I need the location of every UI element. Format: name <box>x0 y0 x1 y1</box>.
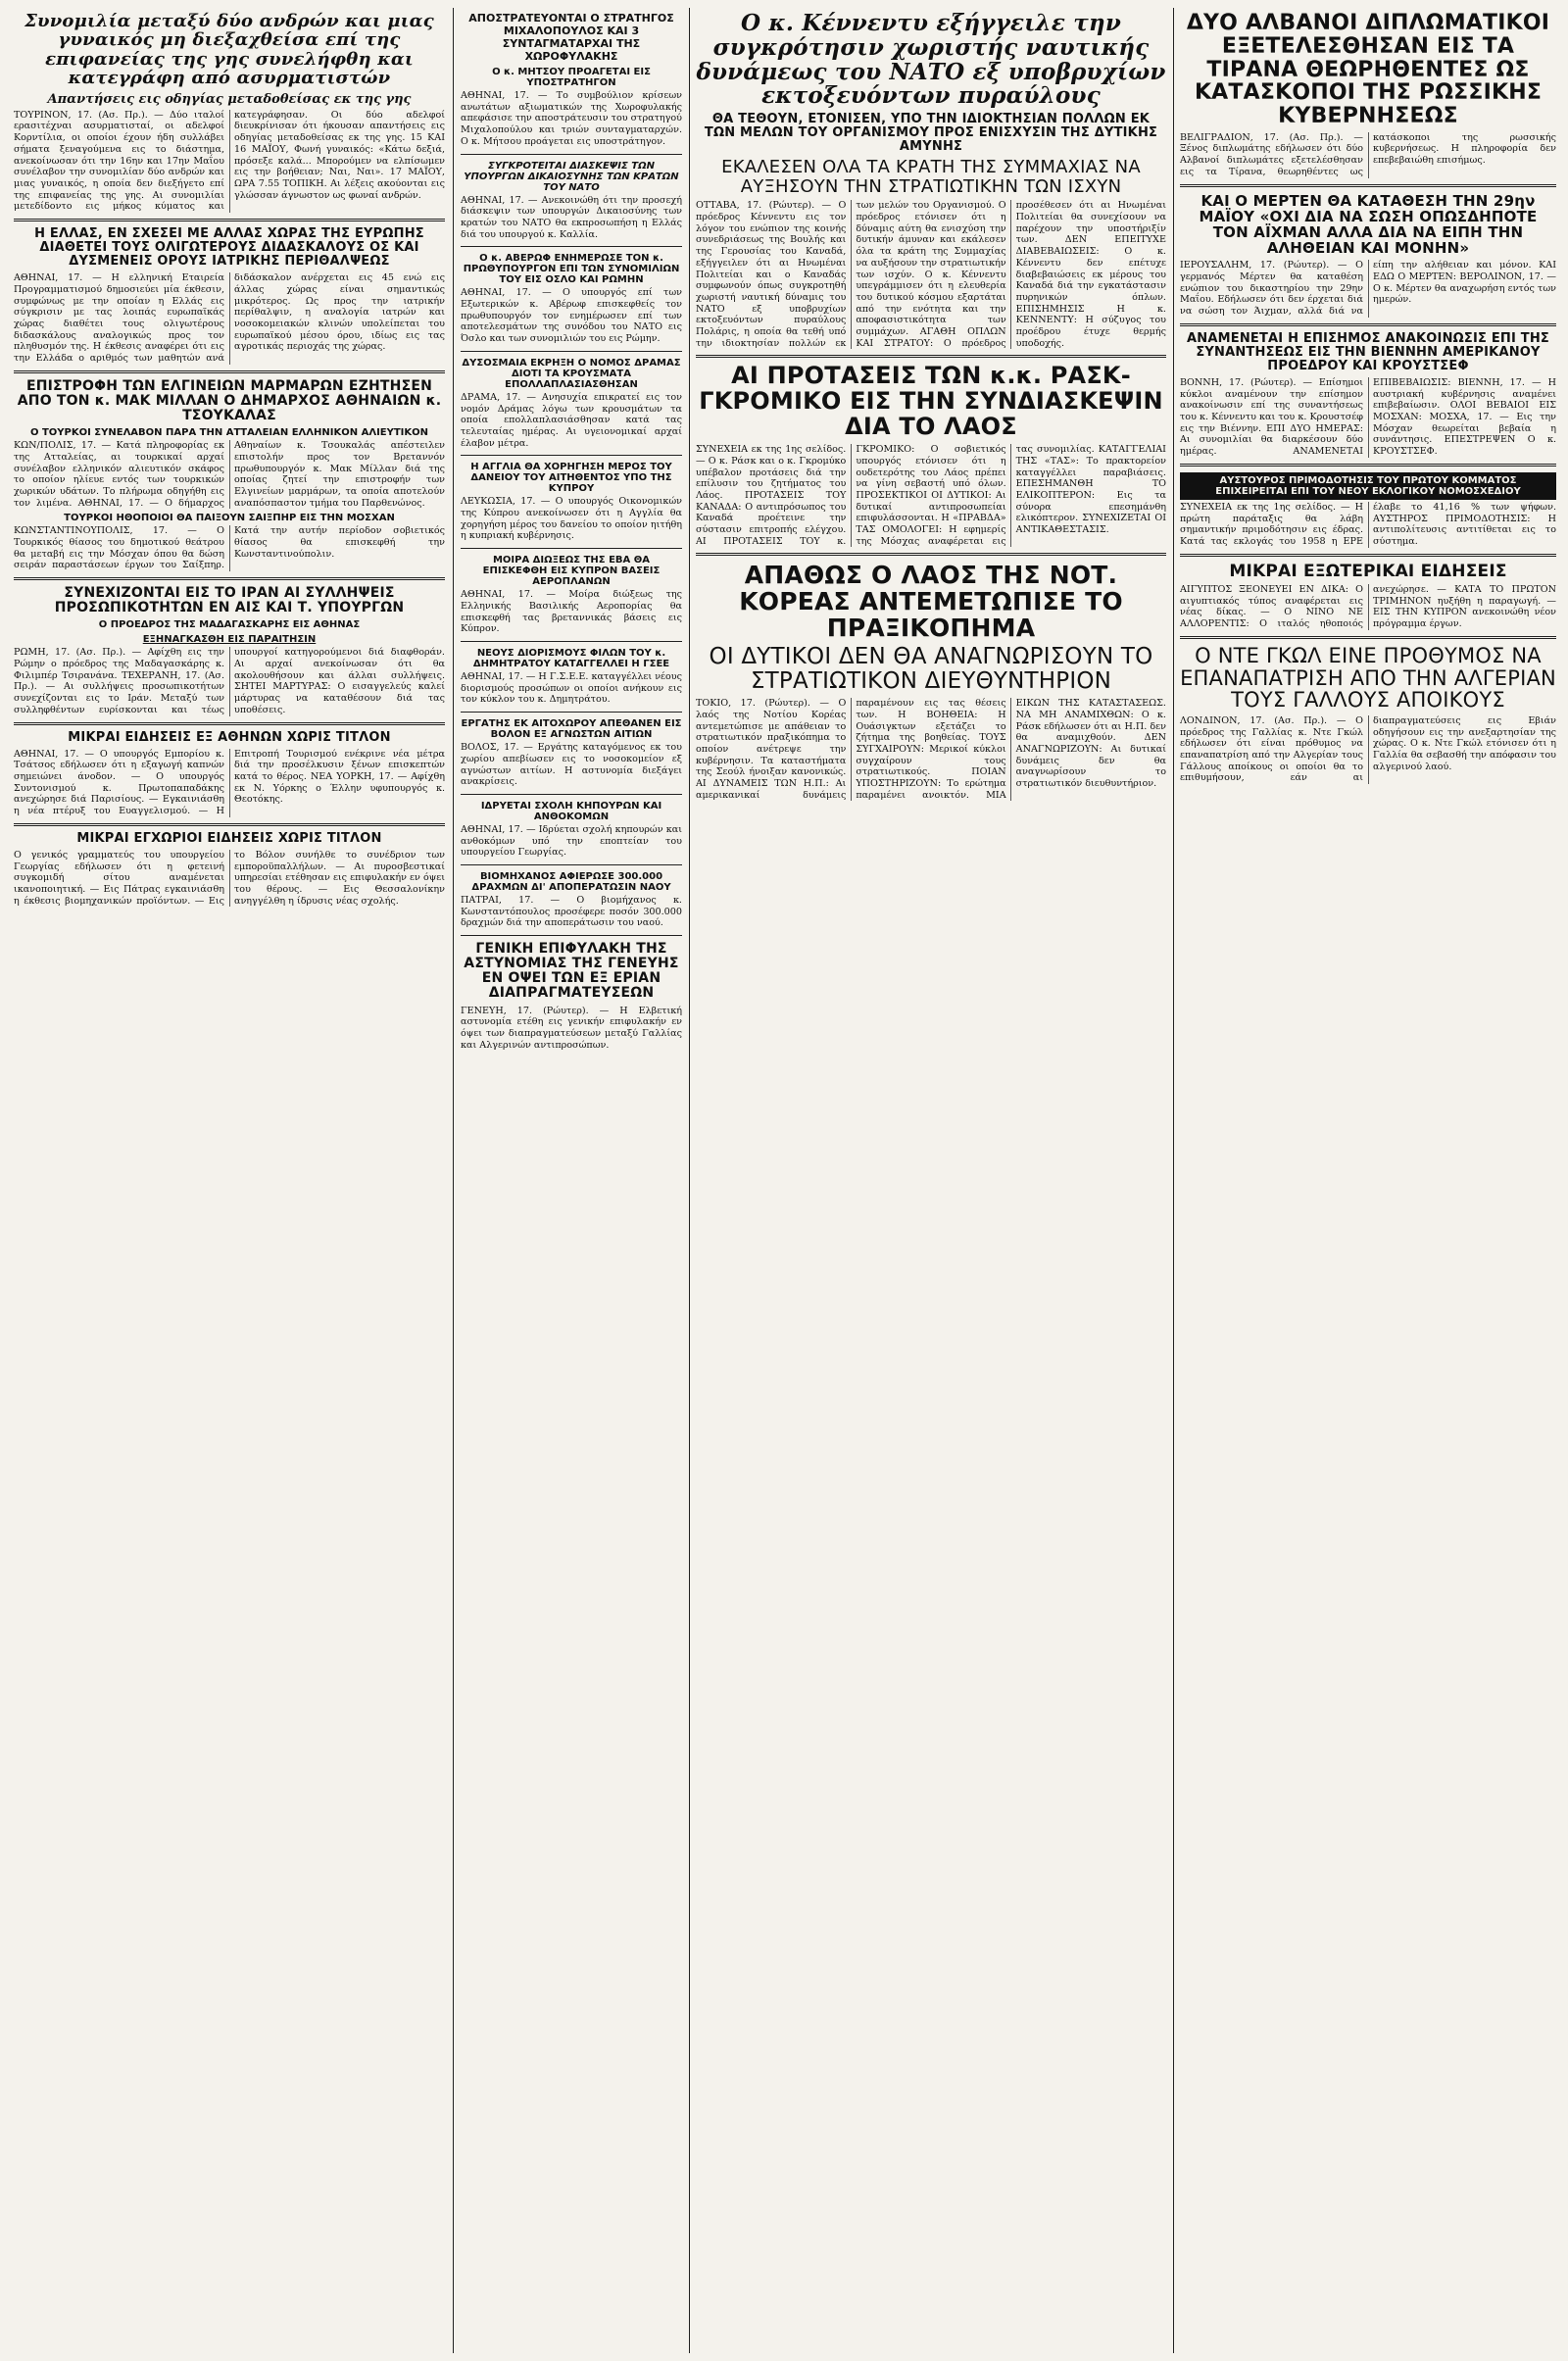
column-center <box>696 8 1166 805</box>
article-geneva-police: ΓΕΝΕΥΗ, 17. (Ρώυτερ). — Η Ελβετική αστυνομία ετέθη εις γενικήν επιφυλακήν εν όψει των διαπραγματεύσεων μεταξύ Γαλλίας και Αλγερινών αντιπροσώπων. <box>461 1005 682 1051</box>
article-domestic-briefs: Ο γενικός γραμματεύς του υπουργείου Γεωργίας εδήλωσεν ότι η φετεινή συγκομιδή σίτου αναμένεται ικανοποιητική. — Εις Πάτρας εγκαινιάσθη η έκθεσις βιομηχανικών προϊόντων. — Εις το Βόλον συνήλθε το συνέδριον των εμποροϋπαλλήλων. — Αι πυροσβεστικαί υπηρεσίαι ετέθησαν εις επιφυλακήν εν όψει του θέρους. — Εις Θεσσαλονίκην ανηγγέλθη η ίδρυσις νέας σχολής. <box>14 849 445 907</box>
subhead-korea-recognition: ΟΙ ΔΥΤΙΚΟΙ ΔΕΝ ΘΑ ΑΝΑΓΝΩΡΙΣΟΥΝ ΤΟ ΣΤΡΑΤΙΩΤΙΚΟΝ ΔΙΕΥΘΥΝΤΗΡΙΟΝ <box>709 644 1153 695</box>
headline-vienna-summit: ΑΝΑΜΕΝΕΤΑΙ Η ΕΠΙΣΗΜΟΣ ΑΝΑΚΟΙΝΩΣΙΣ ΕΠΙ ΤΗΣ ΣΥΝΑΝΤΗΣΕΩΣ ΕΙΣ ΤΗΝ ΒΙΕΝΝΗΝ ΑΜΕΡΙΚΑΝΟΥ ΠΡΟΕΔΡΟΥ ΚΑΙ ΚΡΟΥΣΤΣΕΦ <box>1187 330 1549 373</box>
article-vienna-summit: ΒΟΝΝΗ, 17. (Ρώυτερ). — Επίσημοι κύκλοι αναμένουν την επίσημον ανακοίνωσιν επί της συναντήσεως του κ. Κέννεντυ και του κ. Κρουστσέφ εις την Βιέννην. ΕΠΙ ΔΥΟ ΗΜΕΡΑΣ: Αι συνομιλίαι θα διαρκέσουν δύο ημέρας. ΑΝΑΜΕΝΕΤΑΙ ΕΠΙΒΕΒΑΙΩΣΙΣ: ΒΙΕΝΝΗ, 17. — Η αυστριακή κυβέρνησις αναμένει επιβεβαίωσιν. ΟΛΟΙ ΒΕΒΑΙΟΙ ΕΙΣ ΜΟΣΧΑΝ: ΜΟΣΧΑ, 17. — Εις την Μόσχαν θεωρείται βεβαία η συνάντησις. ΕΠΕΣΤΡΕΨΕΝ Ο κ. ΚΡΟΥΣΤΣΕΦ. <box>1180 376 1556 458</box>
headline-donation: ΒΙΟΜΗΧΑΝΟΣ ΑΦΙΕΡΩΣΕ 300.000 ΔΡΑΧΜΩΝ ΔΙ' ΑΠΟΠΕΡΑΤΩΣΙΝ ΝΑΟΥ <box>471 871 671 894</box>
column-rule <box>453 8 454 2353</box>
divider <box>461 154 682 155</box>
section-divider <box>14 722 445 725</box>
section-divider <box>696 553 1166 556</box>
headline-nato-justice: ΣΥΓΚΡΟΤΕΙΤΑΙ ΔΙΑΣΚΕΨΙΣ ΤΩΝ ΥΠΟΥΡΓΩΝ ΔΙΚΑΙΟΣΥΝΗΣ ΤΩΝ ΚΡΑΤΩΝ ΤΟΥ ΝΑΤΟ <box>464 160 679 193</box>
column-rule <box>689 8 690 2353</box>
headline-garden-school: ΙΔΡΥΕΤΑΙ ΣΧΟΛΗ ΚΗΠΟΥΡΩΝ ΚΑΙ ΑΝΘΟΚΟΜΩΝ <box>480 800 662 822</box>
article-nato-justice: ΑΘΗΝΑΙ, 17. — Ανεκοινώθη ότι την προσεχή διάσκεψιν των υπουργών Δικαιοσύνης των κρατών του ΝΑΤΟ θα εκπροσωπήση η Ελλάς διά του υπουργού κ. Καλλία. <box>461 194 682 240</box>
divider <box>461 548 682 549</box>
headline-domestic-briefs: ΜΙΚΡΑΙ ΕΓΧΩΡΙΟΙ ΕΙΔΗΣΕΙΣ ΧΩΡΙΣ ΤΙΤΛΟΝ <box>76 830 382 846</box>
headline-elgin-marbles: ΕΠΙΣΤΡΟΦΗ ΤΩΝ ΕΛΓΙΝΕΙΩΝ ΜΑΡΜΑΡΩΝ ΕΖΗΤΗΣΕΝ ΑΠΟ ΤΟΝ κ. ΜΑΚ ΜΙΛΛΑΝ Ο ΔΗΜΑΡΧΟΣ ΑΘΗΝΑΙΩΝ κ. ΤΣΟΥΚΑΛΑΣ <box>17 377 442 424</box>
headline-foreign-briefs: ΜΙΚΡΑΙ ΕΞΩΤΕΡΙΚΑΙ ΕΙΔΗΣΕΙΣ <box>1229 561 1507 581</box>
article-worker-death: ΒΟΛΟΣ, 17. — Εργάτης καταγόμενος εκ του χωρίου απεβίωσεν εις το νοσοκομείον εξ αγνώστων αιτίων. Η αστυνομία διεξάγει ανακρίσεις. <box>461 742 682 788</box>
section-divider <box>696 355 1166 358</box>
column-rule <box>1173 8 1174 2353</box>
article-elgin-marbles: ΚΩΝ/ΠΟΛΙΣ, 17. — Κατά πληροφορίας εκ της Ατταλείας, αι τουρκικαί αρχαί συνέλαβον ελληνικόν αλιευτικόν σκάφος το οποίον ηλίευε εντός των τουρκικών χωρικών υδάτων. Το πλήρωμα οδηγήθη εις τον λιμένα. ΑΘΗΝΑΙ, 17. — Ο δήμαρχος Αθηναίων κ. Τσουκαλάς απέστειλεν επιστολήν προς τον Βρεταννόν πρωθυπουργόν κ. Μακ Μίλλαν διά της οποίας ζητεί την επιστροφήν των Ελγινείων μαρμάρων, τα οποία αποτελούν αναπόσπαστον τμήμα του Παρθενώνος. <box>14 440 445 509</box>
section-divider <box>1180 464 1556 467</box>
headline-electoral-bill: ΑΥΣΤΟΥΡΟΣ ΠΡΙΜΟΔΟΤΗΣΙΣ ΤΟΥ ΠΡΩΤΟΥ ΚΟΜΜΑΤΟΣ ΕΠΙΧΕΙΡΕΙΤΑΙ ΕΠΙ ΤΟΥ ΝΕΟΥ ΕΚΛΟΓΙΚΟΥ ΝΟΜΟΣΧΕΔΙΟΥ <box>1180 472 1556 500</box>
subhead-kennedy-ownership: ΘΑ ΤΕΘΟΥΝ, ΕΤΟΝΙΣΕΝ, ΥΠΟ ΤΗΝ ΙΔΙΟΚΤΗΣΙΑΝ ΠΟΛΛΩΝ ΕΚ ΤΩΝ ΜΕΛΩΝ ΤΟΥ ΟΡΓΑΝΙΣΜΟΥ ΠΡΟΣ ΕΝΙΣΧΥΣΙΝ ΤΗΣ ΔΥΤΙΚΗΣ ΑΜΥΝΗΣ <box>704 112 1158 155</box>
article-electoral-bill: ΣΥΝΕΧΕΙΑ εκ της 1ης σελίδος. — Η πρώτη παράταξις θα λάβη σημαντικήν πριμοδότησιν εις έδρας. Κατά τας εκλογάς του 1958 η ΕΡΕ έλαβε το 41,16 % των ψήφων. ΑΥΣΤΗΡΟΣ ΠΡΙΜΟΔΟΤΗΣΙΣ: Η αντιπολίτευσις αντιτίθεται εις το σύστημα. <box>1180 501 1556 547</box>
article-rusk-gromyko: ΣΥΝΕΧΕΙΑ εκ της 1ης σελίδος. — Ο κ. Ράσκ και ο κ. Γκρομύκο υπέβαλον προτάσεις διά την επίλυσιν του ζητήματος του Λάος. ΠΡΟΤΑΣΕΙΣ ΤΟΥ ΚΑΝΑΔΑ: Ο αντιπρόσωπος του Καναδά προέτεινε την σύστασιν επιτροπής ελέγχου. ΑΙ ΠΡΟΤΑΣΕΙΣ ΤΟΥ κ. ΓΚΡΟΜΙΚΟ: Ο σοβιετικός υπουργός ετόνισεν ότι η ουδετερότης του Λάος πρέπει να γίνη σεβαστή υπό όλων. ΠΡΟΣΕΚΤΙΚΟΙ ΟΙ ΔΥΤΙΚΟΙ: Αι δυτικαί αντιπροσωπείαι επιφυλάσσονται. Η «ΠΡΑΒΔΑ» ΤΑΣ ΟΜΟΛΟΓΕΙ: Η εφημερίς της Μόσχας αναφέρεται εις τας συνομιλίας. ΚΑΤΑΓΓΕΛΙΑΙ ΤΗΣ «ΤΑΣ»: Το πρακτορείον καταγγέλλει παραβιάσεις. ΕΠΕΣΗΜΑΝΘΗ ΤΟ ΕΛΙΚΟΠΤΕΡΟΝ: Εις τα σύνορα επεσημάνθη ελικόπτερον. ΣΥΝΕΧΙΖΕΤΑΙ ΟΙ ΑΝΤΙΚΑΘΕΣΤΑΣΙΣ. <box>696 444 1166 547</box>
headline-albanian-diplomats: ΔΥΟ ΑΛΒΑΝΟΙ ΔΙΠΛΩΜΑΤΙΚΟΙ ΕΞΕΤΕΛΕΣΘΗΣΑΝ ΕΙΣ ΤΑ ΤΙΡΑΝΑ ΘΕΩΡΗΘΕΝΤΕΣ ΩΣ ΚΑΤΑΣΚΟΠΟΙ ΤΗΣ ΡΩΣΣΙΚΗΣ ΚΥΒΕΡΝΗΣΕΩΣ <box>1186 11 1550 128</box>
divider <box>461 455 682 456</box>
article-kennedy-nato: ΟΤΤΑΒΑ, 17. (Ρώυτερ). — Ο πρόεδρος Κέννεντυ εις τον λόγον του ενώπιον της κοινής συνεδριάσεως της Βουλής και της Γερουσίας του Καναδά, εξήγγειλεν ότι αι Ηνωμέναι Πολιτείαι και ο Καναδάς συμφωνούν όπως συγκροτηθή χωριστή ναυτική δύναμις του ΝΑΤΟ εξ υποβρυχίων εκτοξευόντων πυραύλους Πολάρις, η οποία θα τεθή υπό την ιδιοκτησίαν πολλών εκ των μελών του Οργανισμού. Ο πρόεδρος ετόνισεν ότι η δύναμις αύτη θα ενισχύση την δυτικήν άμυναν και εκάλεσεν όλα τα κράτη της Συμμαχίας να αυξήσουν την στρατιωτικήν των ισχύν. Ο κ. Κέννεντυ υπεγράμμισεν ότι η ελευθερία του δυτικού κόσμου εξαρτάται από την ενότητα και την αποφασιστικότητα των συμμάχων. ΑΓΑΘΗ ΟΠΛΩΝ ΚΑΙ ΣΤΡΑΤΟΥ: Ο πρόεδρος προσέθεσεν ότι αι Ηνωμέναι Πολιτείαι θα συνεχίσουν να παρέχουν την υποστήριξίν των. ΔΕΝ ΕΠΕΙΤΥΧΕ ΔΙΑΒΕΒΑΙΩΣΕΙΣ: Ο κ. Κέννεντυ δεν επέτυχε διαβεβαιώσεις εκ μέρους του Καναδά διά την εγκατάστασιν πυρηνικών όπλων. ΕΠΙΣΗΜΗΣΙΣ Η κ. ΚΕΝΝΕΝΤΥ: Η σύζυγος του προέδρου έτυχε θερμής υποδοχής. <box>696 200 1166 349</box>
article-foreign-briefs: ΑΙΓΥΠΤΟΣ ΞΕΟΝΕΥΕΙ ΕΝ ΔΙΚΑ: Ο αιγυπτιακός τύπος αναφέρεται εις νέας δίκας. — Ο ΝΙΝΟ ΝΕ ΑΛΛΟΡΕΝΤΙΣ: Ο ιταλός ηθοποιός ανεχώρησε. — ΚΑΤΑ ΤΟ ΠΡΩΤΟΝ ΤΡΙΜΗΝΟΝ ηυξήθη η παραγωγή. — ΕΙΣ ΤΗΝ ΚΥΠΡΟΝ ανεκοινώθη νέον πρόγραμμα έργων. <box>1180 584 1556 630</box>
divider <box>461 641 682 642</box>
headline-iran-arrests: ΣΥΝΕΧΙΖΟΝΤΑΙ ΕΙΣ ΤΟ ΙΡΑΝ ΑΙ ΣΥΛΛΗΨΕΙΣ ΠΡΟΣΩΠΙΚΟΤΗΤΩΝ ΕΝ ΑΙΣ ΚΑΙ Τ. ΥΠΟΥΡΓΩΝ <box>54 585 405 616</box>
article-garden-school: ΑΘΗΝΑΙ, 17. — Ιδρύεται σχολή κηπουρών και ανθοκόμων υπό την εποπτείαν του υπουργείου Γεωργίας. <box>461 823 682 859</box>
article-turkish-actors: ΚΩΝΣΤΑΝΤΙΝΟΥΠΟΛΙΣ, 17. — Ο Τουρκικός θίασος του δημοτικού θεάτρου θα μεταβή εις την Μόσχαν όπου θα δώση σειράν παραστάσεων έργων του Σαίξπηρ. Κατά την αυτήν περίοδον σοβιετικός θίασος θα επισκεφθή την Κωνσταντινούπολιν. <box>14 525 445 571</box>
section-divider <box>1180 184 1556 187</box>
article-cyprus-loan: ΛΕΥΚΩΣΙΑ, 17. — Ο υπουργός Οικονομικών της Κύπρου ανεκοίνωσεν ότι η Αγγλία θα χορηγήση μέρος του δανείου το οποίον ηιτήθη η κυπριακή κυβέρνησις. <box>461 496 682 542</box>
section-divider <box>14 577 445 580</box>
article-athens-briefs: ΑΘΗΝΑΙ, 17. — Ο υπουργός Εμπορίου κ. Τσάτσος εδήλωσεν ότι η εξαγωγή καπνών σημειώνει άνοδον. — Ο υπουργός Συντονισμού κ. Πρωτοπαπαδάκης ανεχώρησε διά Παρισίους. — Εγκαινιάσθη η νέα πτέρυξ του Ευαγγελισμού. — Η Επιτροπή Τουρισμού ενέκρινε νέα μέτρα διά την προσέλκυσιν ξένων επισκεπτών κατά το θέρος. ΝΕΑ ΥΟΡΚΗ, 17. — Αφίχθη εκ Ν. Υόρκης ο Έλλην υφυπουργός κ. Θεοτόκης. <box>14 748 445 817</box>
headline-worker-death: ΕΡΓΑΤΗΣ ΕΚ ΑΙΤΟΧΩΡΟΥ ΑΠΕΘΑΝΕΝ ΕΙΣ ΒΟΛΟΝ ΕΞ ΑΓΝΩΣΤΩΝ ΑΙΤΙΩΝ <box>461 718 682 741</box>
headline-athens-briefs: ΜΙΚΡΑΙ ΕΙΔΗΣΕΙΣ ΕΞ ΑΘΗΝΩΝ ΧΩΡΙΣ ΤΙΤΛΟΝ <box>68 729 391 745</box>
divider <box>461 794 682 795</box>
headline-geneva-police: ΓΕΝΙΚΗ ΕΠΙΦΥΛΑΚΗ ΤΗΣ ΑΣΤΥΝΟΜΙΑΣ ΤΗΣ ΓΕΝΕΥΗΣ ΕΝ ΟΨΕΙ ΤΩΝ ΕΞ ΕΡΙΑΝ ΔΙΑΠΡΑΓΜΑΤΕΥΣΕΩΝ <box>464 941 679 1002</box>
subhead-turkish-actors: ΤΟΥΡΚΟΙ ΗΘΟΠΟΙΟΙ ΘΑ ΠΑΙΞΟΥΝ ΣΑΙΞΠΗΡ ΕΙΣ ΤΗΝ ΜΟΣΧΑΝ <box>64 513 395 524</box>
section-divider <box>14 370 445 373</box>
article-averof: ΑΘΗΝΑΙ, 17. — Ο υπουργός επί των Εξωτερικών κ. Αβέρωφ επισκεφθείς τον πρωθυπουργόν τον ενημέρωσεν επί των αποτελεσμάτων της συνόδου του ΝΑΤΟ εις Όσλο και των συνομιλιών του εις Ρώμην. <box>461 287 682 345</box>
headline-greece-teachers: Η ΕΛΛΑΣ, ΕΝ ΣΧΕΣΕΙ ΜΕ ΑΛΛΑΣ ΧΩΡΑΣ ΤΗΣ ΕΥΡΩΠΗΣ ΔΙΑΘΕΤΕΙ ΤΟΥΣ ΟΛΙΓΩΤΕΡΟΥΣ ΔΙΔΑΣΚΑΛΟΥΣ ΟΣ ΚΑΙ ΔΥΣΜΕΝΕΙΣ ΟΡΟΥΣ ΙΑΤΡΙΚΗΣ ΠΕΡΙΘΑΛΨΕΩΣ <box>34 226 424 270</box>
headline-korea-coup: ΑΠΑΘΩΣ Ο ΛΑΟΣ ΤΗΣ ΝΟΤ. ΚΟΡΕΑΣ ΑΝΤΕΜΕΤΩΠΙΣΕ ΤΟ ΠΡΑΞΙΚΟΠΗΜΑ <box>739 561 1123 643</box>
subhead-turkish-fishing: Ο ΤΟΥΡΚΟΙ ΣΥΝΕΛΑΒΟΝ ΠΑΡΑ ΤΗΝ ΑΤΤΑΛΕΙΑΝ ΕΛΛΗΝΙΚΟΝ ΑΛΙΕΥΤΙΚΟΝ <box>29 427 429 439</box>
section-divider <box>1180 554 1556 557</box>
divider <box>461 712 682 713</box>
section-divider <box>1180 636 1556 639</box>
subhead-resignation: ΕΞΗΝΑΓΚΑΣΘΗ ΕΙΣ ΠΑΡΑΙΤΗΣΙΝ <box>142 634 317 646</box>
article-iran-arrests: ΡΩΜΗ, 17. (Ασ. Πρ.). — Αφίχθη εις την Ρώμην ο πρόεδρος της Μαδαγασκάρης κ. Φιλιμπέρ Τσιρανάνα. ΤΕΧΕΡΑΝΗ, 17. (Ασ. Πρ.). — Αι συλλήψεις προσωπικοτήτων συνεχίζονται εις το Ιράν. Μεταξύ των συλληφθέντων ευρίσκονται και τέως υπουργοί κατηγορούμενοι διά διαφθοράν. Αι αρχαί ανεκοίνωσαν ότι θα ακολουθήσουν και άλλαι συλλήψεις. ΣΗΤΕΙ ΜΑΡΤΥΡΑΣ: Ο εισαγγελεύς καλεί μάρτυρας να καταθέσουν διά τας υποθέσεις. <box>14 647 445 715</box>
subhead-mitsou: Ο κ. ΜΗΤΣΟΥ ΠΡΟΑΓΕΤΑΙ ΕΙΣ ΥΠΟΣΤΡΑΤΗΓΟΝ <box>492 67 651 88</box>
headline-de-gaulle: Ο ΝΤΕ ΓΚΩΛ ΕΙΝΕ ΠΡΟΘΥΜΟΣ ΝΑ ΕΠΑΝΑΠΑΤΡΙΣΗ ΑΠΟ ΤΗΝ ΑΛΓΕΡΙΑΝ ΤΟΥΣ ΓΑΛΛΟΥΣ ΑΠΟΙΚΟΥΣ <box>1180 643 1556 713</box>
column-left <box>14 8 445 910</box>
article-air-force: ΑΘΗΝΑΙ, 17. — Μοίρα διώξεως της Ελληνικής Βασιλικής Αεροπορίας θα επισκεφθή τας βρεταννικάς βάσεις εις Κύπρον. <box>461 589 682 635</box>
headline-gsee: ΝΕΟΥΣ ΔΙΟΡΙΣΜΟΥΣ ΦΙΛΩΝ ΤΟΥ κ. ΔΗΜΗΤΡΑΤΟΥ ΚΑΤΑΓΓΕΛΛΕΙ Η ΓΣΕΕ <box>472 647 670 669</box>
subhead-radio-conversation: Απαντήσεις εις οδηγίας μεταδοθείσας εκ της γης <box>47 91 412 107</box>
article-albanian-diplomats: ΒΕΛΙΓΡΑΔΙΟΝ, 17. (Ασ. Πρ.). — Ξένος διπλωμάτης εδήλωσεν ότι δύο Αλβανοί διπλωμάτες εξετελέσθησαν εις τα Τίρανα, θεωρηθέντες ως κατάσκοποι της ρωσσικής κυβερνήσεως. Η πληροφορία δεν επεβεβαιώθη επισήμως. <box>1180 131 1556 177</box>
headline-merten: ΚΑΙ Ο ΜΕΡΤΕΝ ΘΑ ΚΑΤΑΘΕΣΗ ΤΗΝ 29ην ΜΑΪΟΥ «ΟΧΙ ΔΙΑ ΝΑ ΣΩΣΗ ΟΠΩΣΔΗΠΟΤΕ ΤΟΝ ΑΪΧΜΑΝ ΑΛΛΑ ΔΙΑ ΝΑ ΕΙΠΗ ΤΗΝ ΑΛΗΘΕΙΑΝ ΚΑΙ ΜΟΝΗΝ» <box>1199 191 1538 258</box>
section-divider <box>1180 323 1556 326</box>
article-donation: ΠΑΤΡΑΙ, 17. — Ο βιομήχανος κ. Κωνσταντόπουλος προσέφερε ποσόν 300.000 δραχμών διά την αποπεράτωσιν του ναού. <box>461 895 682 929</box>
headline-radio-conversation: Συνομιλία μεταξύ δύο ανδρών και μιας γυναικός μη διεξαχθείσα επί της επιφανείας της γης συνελήφθη και κατεγράφη από ασυρματιστών <box>24 11 434 89</box>
headline-kennedy-nato: Ο κ. Κέννεντυ εξήγγειλε την συγκρότησιν χωριστής ναυτικής δυνάμεως του ΝΑΤΟ εξ υποβρυχίων εκτοξευόντων πυραύλους <box>696 10 1166 110</box>
section-divider <box>14 219 445 221</box>
headline-rusk-gromyko: ΑΙ ΠΡΟΤΑΣΕΙΣ ΤΩΝ κ.κ. ΡΑΣΚ-ΓΚΡΟΜΙΚΟ ΕΙΣ ΤΗΝ ΣΥΝΔΙΑΣΚΕΨΙΝ ΔΙΑ ΤΟ ΛΑΟΣ <box>699 362 1163 441</box>
subhead-kennedy-allies: ΕΚΑΛΕΣΕΝ ΟΛΑ ΤΑ ΚΡΑΤΗ ΤΗΣ ΣΥΜΜΑΧΙΑΣ ΝΑ ΑΥΞΗΣΟΥΝ ΤΗΝ ΣΤΡΑΤΙΩΤΙΚΗΝ ΤΩΝ ΙΣΧΥΝ <box>721 157 1141 197</box>
article-greece-teachers: ΑΘΗΝΑΙ, 17. — Η ελληνική Εταιρεία Προγραμματισμού δημοσιεύει μία έκθεσιν, συμφώνως με την οποίαν η Ελλάς εις σύγκρισιν με τας λοιπάς ευρωπαϊκάς χώρας διαθέτει τους ολιγωτέρους διδασκάλους αναλογικώς προς τον πληθυσμόν της. Η έκθεσις αναφέρει ότι εις την Ελλάδα ο αριθμός των μαθητών ανά διδάσκαλον ανέρχεται εις 45 ενώ εις άλλας χώρας είναι σημαντικώς μικρότερος. Ως προς την ιατρικήν περίθαλψιν, η αναλογία ιατρών και νοσοκομειακών κλινών υπολείπεται του ευρωπαϊκού μέσου όρου, ιδίως εις τας αγροτικάς περιοχάς της χώρας. <box>14 272 445 365</box>
article-de-gaulle: ΛΟΝΔΙΝΟΝ, 17. (Ασ. Πρ.). — Ο πρόεδρος της Γαλλίας κ. Ντε Γκώλ εδήλωσεν ότι είναι πρόθυμος να επαναπατρίση από την Αλγερίαν τους Γάλλους αποίκους οι οποίοι θα το επιθυμήσουν, εάν αι διαπραγματεύσεις εις Εβιάν οδηγήσουν εις την ανεξαρτησίαν της χώρας. Ο κ. Ντε Γκώλ ετόνισεν ότι η Γαλλία θα σεβασθή την απόφασιν του αλγερινού λαού. <box>1180 714 1556 784</box>
divider <box>461 246 682 247</box>
article-korea-coup: ΤΟΚΙΟ, 17. (Ρώυτερ). — Ο λαός της Νοτίου Κορέας αντεμετώπισε με απάθειαν το στρατιωτικόν πραξικόπημα το οποίον ανέτρεψε την κυβέρνησιν. Τα καταστήματα της Σεούλ ήνοιξαν κανονικώς. ΑΙ ΔΥΝΑΜΕΙΣ ΤΩΝ Η.Π.: Αι αμερικανικαί δυνάμεις παραμένουν εις τας θέσεις των. Η ΒΟΗΘΕΙΑ: Η Ουάσιγκτων εξετάζει το ζήτημα της βοηθείας. ΤΟΥΣ ΣΥΓΧΑΙΡΟΥΝ: Μερικοί κύκλοι συγχαίρουν τους στρατιωτικούς. ΠΟΙΑΝ ΥΠΟΣΤΗΡΙΖΟΥΝ: Το ερώτημα παραμένει ανοικτόν. ΜΙΑ ΕΙΚΩΝ ΤΗΣ ΚΑΤΑΣΤΑΣΕΩΣ. ΝΑ ΜΗ ΑΝΑΜΙΧΘΩΝ: Ο κ. Ράσκ εδήλωσεν ότι αι Η.Π. δεν θα αναμιχθούν. ΔΕΝ ΑΝΑΓΝΩΡΙΖΟΥΝ: Αι δυτικαί δυνάμεις δεν θα αναγνωρίσουν το στρατιωτικόν διευθυντήριον. <box>696 698 1166 801</box>
headline-drama: ΔΥΣΟΣΜΑΙΑ ΕΚΡΗΞΗ Ο ΝΟΜΟΣ ΔΡΑΜΑΣ ΔΙΟΤΙ ΤΑ ΚΡΟΥΣΜΑΤΑ ΕΠΟΛΛΑΠΛΑΣΙΑΣΘΗΣΑΝ <box>462 357 681 390</box>
divider <box>461 351 682 352</box>
article-drama: ΔΡΑΜΑ, 17. — Ανησυχία επικρατεί εις τον νομόν Δράμας λόγω των κρουσμάτων τα οποία επολλαπλασιάσθησαν κατά τας τελευταίας ημέρας. Αι υγειονομικαί αρχαί έλαβον μέτρα. <box>461 391 682 449</box>
headline-cyprus-loan: Η ΑΓΓΛΙΑ ΘΑ ΧΟΡΗΓΗΣΗ ΜΕΡΟΣ ΤΟΥ ΔΑΝΕΙΟΥ ΤΟΥ ΑΙΤΗΘΕΝΤΟΣ ΥΠΟ ΤΗΣ ΚΥΠΡΟΥ <box>470 462 672 495</box>
divider <box>461 864 682 865</box>
section-divider <box>14 823 445 826</box>
headline-gendarmerie: ΑΠΟΣΤΡΑΤΕΥΟΝΤΑΙ Ο ΣΤΡΑΤΗΓΟΣ ΜΙΧΑΛΟΠΟΥΛΟΣ ΚΑΙ 3 ΣΥΝΤΑΓΜΑΤΑΡΧΑΙ ΤΗΣ ΧΩΡΟΦΥΛΑΚΗΣ <box>468 12 674 63</box>
article-gendarmerie: ΑΘΗΝΑΙ, 17. — Το συμβούλιον κρίσεων ανωτάτων αξιωματικών της Χωροφυλακής απεφάσισε την αποστράτευσιν του στρατηγού Μιχαλοπούλου και τριών συνταγματαρχών. Ο κ. Μήτσου προάγεται εις υποστράτηγον. <box>461 90 682 147</box>
headline-averof: Ο κ. ΑΒΕΡΩΦ ΕΝΗΜΕΡΩΣΕ ΤΟΝ κ. ΠΡΩΘΥΠΟΥΡΓΟΝ ΕΠΙ ΤΩΝ ΣΥΝΟΜΙΛΙΩΝ ΤΟΥ ΕΙΣ ΟΣΛΟ ΚΑΙ ΡΩΜΗΝ <box>463 253 680 286</box>
divider <box>461 935 682 936</box>
article-gsee: ΑΘΗΝΑΙ, 17. — Η Γ.Σ.Ε.Ε. καταγγέλλει νέους διορισμούς προσώπων οι οποίοι ανήκουν εις τον κύκλον του κ. Δημητράτου. <box>461 670 682 706</box>
headline-air-force: ΜΟΙΡΑ ΔΙΩΞΕΩΣ ΤΗΣ ΕΒΑ ΘΑ ΕΠΙΣΚΕΦΘΗ ΕΙΣ ΚΥΠΡΟΝ ΒΑΣΕΙΣ ΑΕΡΟΠΛΑΝΩΝ <box>482 555 661 588</box>
subhead-madagascar: Ο ΠΡΟΕΔΡΟΣ ΤΗΣ ΜΑΔΑΓΑΣΚΑΡΗΣ ΕΙΣ ΑΘΗΝΑΣ <box>98 619 361 631</box>
column-second <box>461 8 682 1055</box>
column-right <box>1180 8 1556 788</box>
article-merten: ΙΕΡΟΥΣΑΛΗΜ, 17. (Ρώυτερ). — Ο γερμανός Μέρτεν θα καταθέση ενώπιον του δικαστηρίου την 29ην Μαΐου. Εδήλωσεν ότι δεν έρχεται διά να σώση τον Άιχμαν, αλλά διά να είπη την αλήθειαν και μόνον. ΚΑΙ ΕΔΩ Ο ΜΕΡΤΕΝ: ΒΕΡΟΛΙΝΟΝ, 17. — Ο κ. Μέρτεν θα αναχωρήση εντός των ημερών. <box>1180 260 1556 318</box>
article-radio-conversation: ΤΟΥΡΙΝΟΝ, 17. (Ασ. Πρ.). — Δύο ιταλοί ερασιτέχναι ασυρματισταί, οι αδελφοί Κορντίλια, οι οποίοι έχουν ήδη συλλάβει σήματα ξεναγούμενα εις το διάστημα, ανεκοίνωσαν ότι την 16ην και 17ην Μαΐου συνέλαβον την συνομιλίαν δύο ανδρών και μιας γυναικός, η οποία δεν διεξήγετο επί της επιφανείας της γης. Αι συνομιλίαι μετεδίδοντο εις μήκος κύματος και κατεγράφησαν. Οι δύο αδελφοί διευκρίνισαν ότι ήκουσαν απαντήσεις εις οδηγίας μεταδοθείσας εκ της γης. 15 ΚΑΙ 16 ΜΑΪΟΥ, Φωνή γυναικός: «Κάτω δεξιά, πρόσεξε καλά... Μπορούμεν να ελπίσωμεν εις την βοήθειαν; Ναι, Ναι». 17 ΜΑΪΟΥ, ΩΡΑ 7.55 ΤΟΠΙΚΗ. Αι λέξεις ακούονται εις γλώσσαν άγνωστον ως φωναί ανδρών. <box>14 109 445 213</box>
